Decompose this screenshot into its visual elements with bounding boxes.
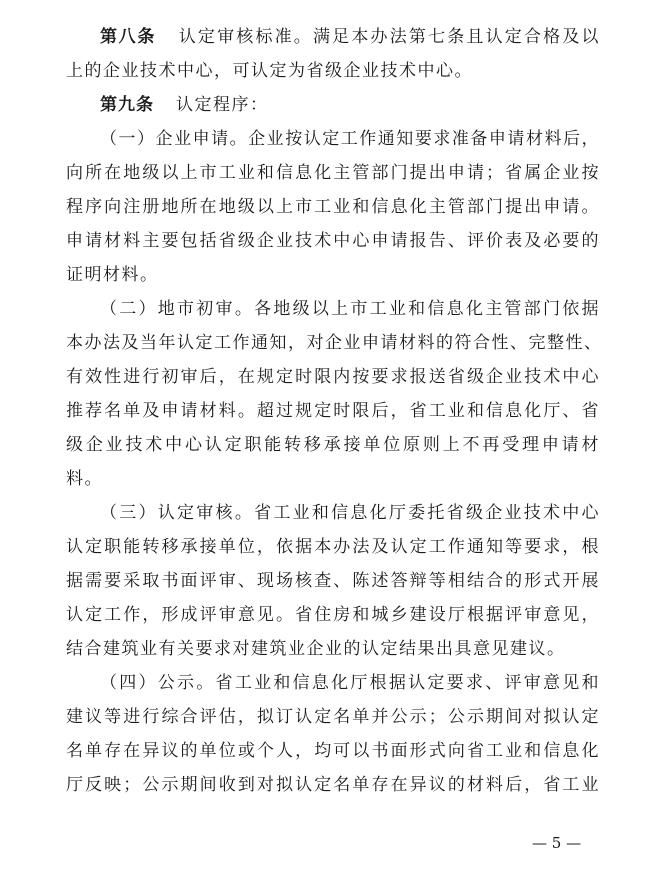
item1-line-3: 程序向注册地所在地级以上市工业和信息化主管部门提出申请。 [66, 197, 600, 217]
article9-intro: 认定程序： [176, 95, 269, 115]
item3-line-4: 认定工作，形成评审意见。省住房和城乡建设厅根据评审意见， [66, 605, 600, 625]
document-page [66, 20, 603, 802]
item3-line-3: 据需要采取书面评审、现场核查、陈述答辩等相结合的形式开展 [66, 571, 600, 591]
article8-heading: 第八条 [100, 27, 157, 47]
item3-line-2: 认定职能转移承接单位，依据本办法及认定工作通知等要求，根 [66, 537, 600, 557]
item4-line-4: 厅反映；公示期间收到对拟认定名单存在异议的材料后，省工业 [66, 775, 600, 795]
item4-line-1: （四）公示。省工业和信息化厅根据认定要求、评审意见和 [100, 673, 600, 693]
item4-line-2: 建议等进行综合评估，拟订认定名单并公示；公示期间对拟认定 [66, 707, 600, 727]
item2-line-4: 推荐名单及申请材料。超过规定时限后，省工业和信息化厅、省 [66, 401, 600, 421]
item1-line-5: 证明材料。 [66, 265, 159, 285]
item2-line-2: 本办法及当年认定工作通知，对企业申请材料的符合性、完整性、 [66, 333, 603, 353]
item2-line-3: 有效性进行初审后，在规定时限内按要求报送省级企业技术中心 [66, 367, 600, 387]
article8-text-1: 认定审核标准。满足本办法第七条且认定合格及以 [178, 27, 601, 47]
item1-line-2: 向所在地级以上市工业和信息化主管部门提出申请；省属企业按 [66, 163, 600, 183]
item2-line-5: 级企业技术中心认定职能转移承接单位原则上不再受理申请材 [66, 435, 600, 455]
item2-line-1: （二）地市初审。各地级以上市工业和信息化主管部门依据 [100, 299, 600, 319]
article8-line-2: 上的企业技术中心，可认定为省级企业技术中心。 [66, 61, 473, 81]
item3-line-1: （三）认定审核。省工业和信息化厅委托省级企业技术中心 [100, 503, 600, 523]
item1-line-4: 申请材料主要包括省级企业技术中心申请报告、评价表及必要的 [66, 231, 600, 251]
item4-line-3: 名单存在异议的单位或个人，均可以书面形式向省工业和信息化 [66, 741, 600, 761]
item1-line-1: （一）企业申请。企业按认定工作通知要求准备申请材料后， [100, 129, 600, 149]
article9-line-1 [66, 88, 600, 122]
article9-heading: 第九条 [100, 95, 154, 115]
page-number: — 5 — [532, 834, 582, 852]
item3-line-5: 结合建筑业有关要求对建筑业企业的认定结果出具意见建议。 [66, 639, 566, 659]
article8-line-1 [66, 20, 600, 54]
item2-line-6: 料。 [66, 469, 103, 489]
